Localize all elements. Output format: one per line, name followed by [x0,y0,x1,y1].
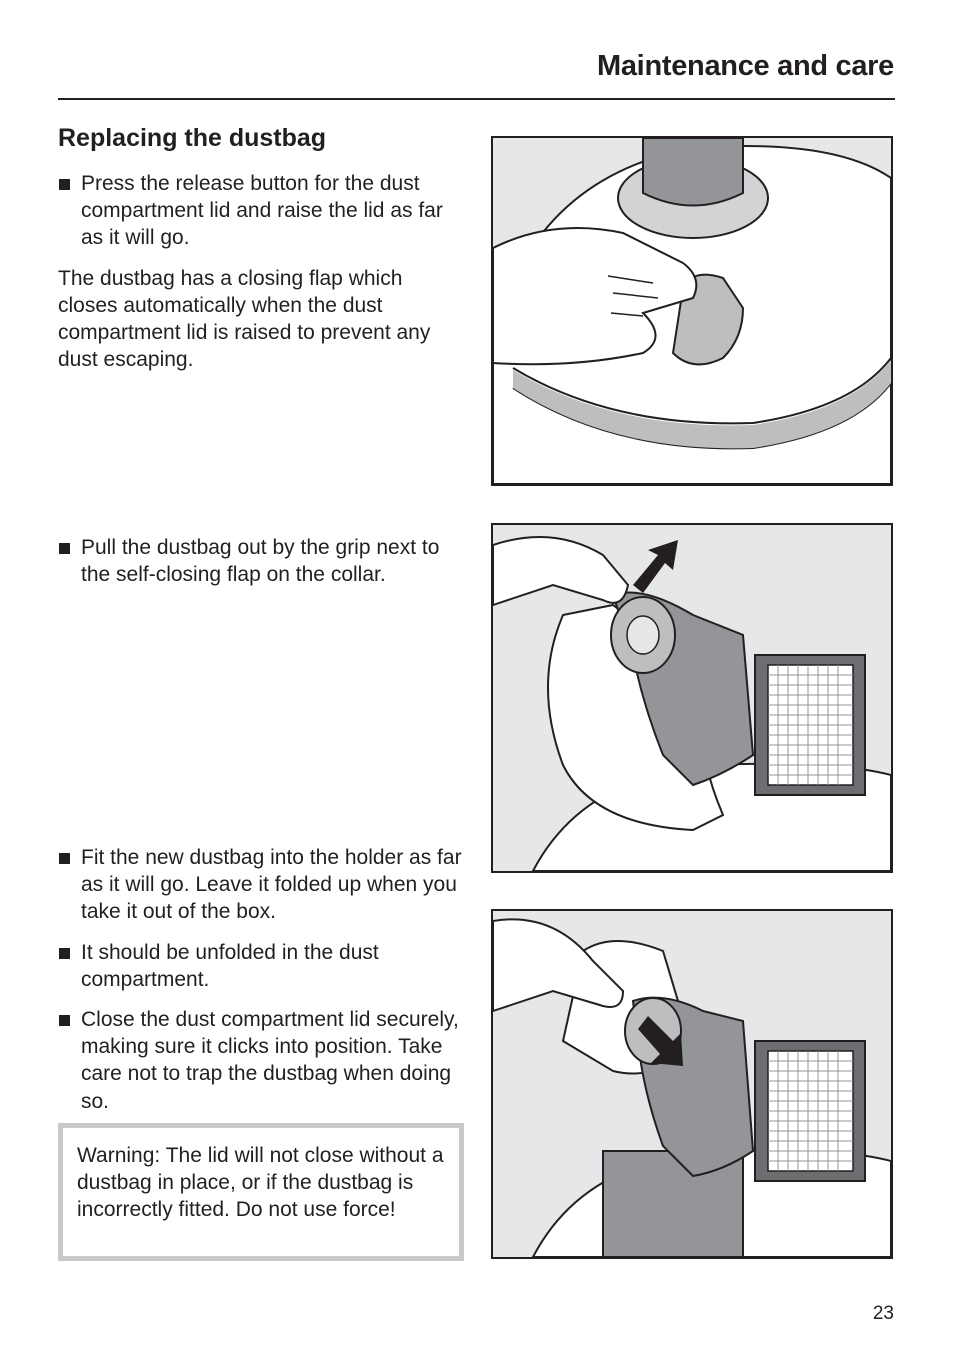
list-item [58,939,468,993]
step3-bullet-text: Close the dust compartment lid securely, making sure it clicks into position. Take care not to trap the dustbag when doing so. [81,1008,459,1113]
dustbag-removal-illustration [493,525,891,871]
figure-dustbag-insertion [491,909,893,1259]
figure-lid-release [491,136,893,486]
step2-bullet-text: Pull the dustbag out by the grip next to the self-closing flap on the collar. [81,536,440,587]
step2-text [58,534,468,588]
list-item [58,1006,461,1115]
bullet-square-icon [59,948,70,959]
header-divider [58,98,895,100]
list-item [58,534,468,588]
step1-note: The dustbag has a closing flap which closes automatically when the dust compartment lid is raised to prevent any dust escaping. [58,266,431,372]
step3-text [58,844,468,1115]
step3-bullet-text: It should be unfolded in the dust compartment. [81,940,379,991]
step1-text [58,170,468,373]
step3-bullet-text: Fit the new dustbag into the holder as far as it will go. Leave it folded up when you take it out of the box. [81,846,462,924]
list-item [58,170,468,252]
bullet-square-icon [59,179,70,190]
page-header-title: Maintenance and care [597,50,894,82]
bullet-square-icon [59,853,70,864]
dustbag-insertion-illustration [493,911,891,1257]
vacuum-lid-release-illustration [493,138,891,484]
step1-bullet-text: Press the release button for the dust compartment lid and raise the lid as far as it will go. [81,172,443,250]
list-item [58,844,468,926]
warning-box [58,1123,464,1261]
bullet-square-icon [59,1015,70,1026]
page-number: 23 [872,1303,894,1324]
section-title: Replacing the dustbag [58,124,327,152]
warning-text: Warning: The lid will not close without a dustbag in place, or if the dustbag is incorrectly fitted. Do not use force! [77,1144,444,1222]
bullet-square-icon [59,543,70,554]
figure-dustbag-removal [491,523,893,873]
